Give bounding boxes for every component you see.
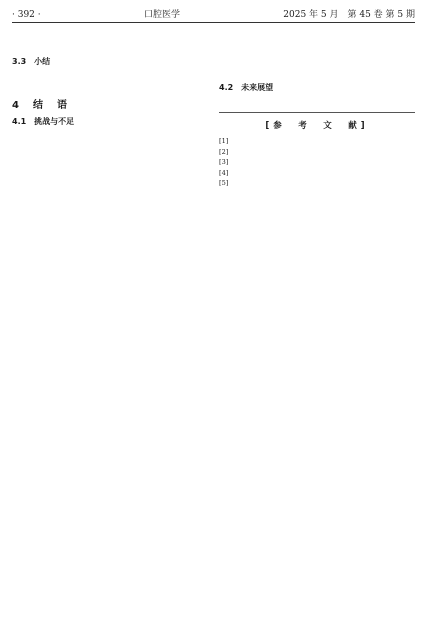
running-header: [12, 6, 415, 23]
body-paragraph: [219, 68, 415, 79]
reference-entry: [219, 169, 415, 178]
reference-text: [233, 158, 415, 167]
body-paragraph: [12, 69, 208, 80]
reference-number: [5]: [219, 179, 229, 188]
reference-entry: [219, 148, 415, 157]
subsection-heading: 4.1 挑战与不足: [12, 117, 75, 127]
reference-number: [1]: [219, 137, 229, 146]
reference-number: [4]: [219, 168, 229, 177]
subsection-heading: 3.3 小结: [12, 57, 51, 66]
reference-number: [2]: [219, 147, 229, 156]
body-paragraph: [12, 143, 208, 154]
two-column-body: [12, 29, 415, 189]
references-heading: [参 考 文 献]: [265, 121, 369, 132]
body-paragraph: [219, 95, 415, 106]
body-paragraph: [219, 29, 415, 40]
body-paragraph: [219, 42, 415, 53]
reference-number: [3]: [219, 158, 229, 167]
right-column: [219, 29, 415, 189]
reference-text: [233, 179, 415, 188]
page-number: · 392 ·: [12, 10, 41, 20]
reference-entry: [219, 158, 415, 167]
left-column: [12, 29, 208, 189]
reference-entry: [219, 137, 415, 146]
section-heading: 4 结 语: [12, 100, 69, 112]
body-paragraph: [219, 55, 415, 66]
body-paragraph: [12, 29, 208, 40]
issue-info: 2025 年 5 月 第 45 卷 第 5 期: [283, 10, 415, 20]
reference-entry: [219, 179, 415, 188]
reference-text: [233, 169, 415, 178]
reference-text: [233, 137, 415, 146]
body-paragraph: [12, 82, 208, 93]
subsection-heading: 4.2 未来展望: [219, 83, 274, 92]
journal-title: 口腔医学: [143, 10, 180, 20]
body-paragraph: [12, 156, 208, 167]
body-paragraph: [12, 130, 208, 141]
body-paragraph: [12, 42, 208, 53]
references-divider: [219, 112, 415, 113]
reference-text: [233, 148, 415, 157]
